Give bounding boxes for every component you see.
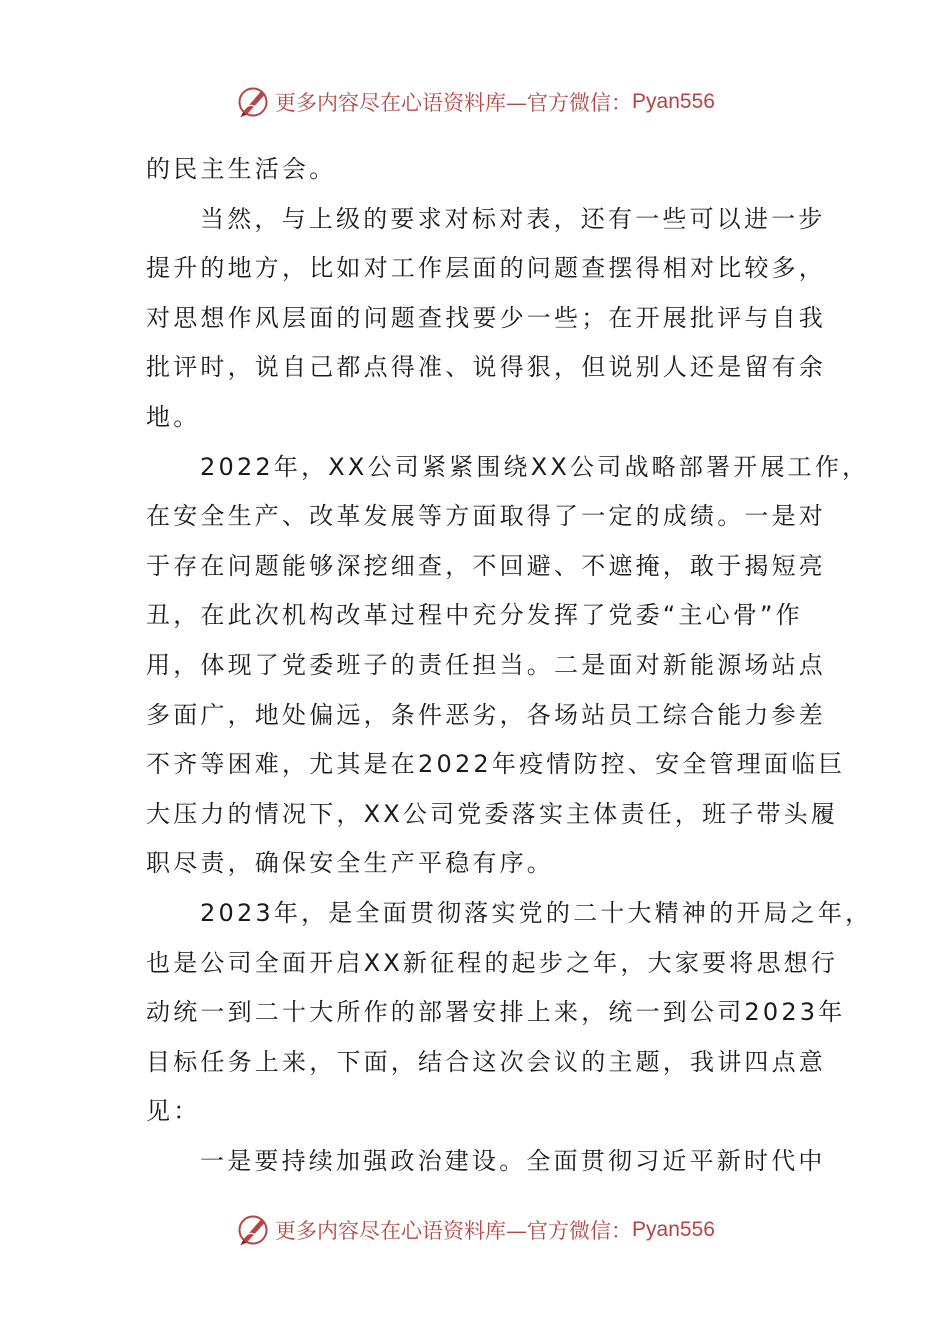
pen-logo-icon xyxy=(235,84,271,120)
text-line: 地。 xyxy=(146,402,201,431)
text-line: 用，体现了党委班子的责任担当。二是面对新能源场站点 xyxy=(146,650,826,679)
banner-wechat-id: Pyan556 xyxy=(632,90,715,113)
text-line: 多面广，地处偏远，条件恶劣，各场站员工综合能力参差 xyxy=(146,700,826,729)
text-line: 丑，在此次机构改革过程中充分发挥了党委“主心骨”作 xyxy=(146,601,803,630)
text-line: 见： xyxy=(146,1097,201,1126)
pen-logo-icon xyxy=(235,1212,271,1248)
text-line: 大压力的情况下，XX公司党委落实主体责任，班子带头履 xyxy=(146,799,839,828)
text-line: 批评时，说自己都点得准、说得狠，但说别人还是留有余 xyxy=(146,353,826,382)
banner-text: 更多内容尽在心语资料库—官方微信： xyxy=(275,1219,633,1243)
text-line: 在安全生产、改革发展等方面取得了一定的成绩。一是对 xyxy=(146,502,826,531)
text-line: 也是公司全面开启XX新征程的起步之年，大家要将思想行 xyxy=(146,948,839,977)
text-line: 提升的地方，比如对工作层面的问题查摆得相对比较多， xyxy=(146,254,826,283)
text-line: 不齐等困难，尤其是在2022年疫情防控、安全管理面临巨 xyxy=(146,750,846,779)
header-banner xyxy=(0,80,950,124)
text-line: 当然，与上级的要求对标对表，还有一些可以进一步 xyxy=(200,204,826,233)
banner-text: 更多内容尽在心语资料库—官方微信： xyxy=(275,91,633,115)
text-line: 目标任务上来，下面，结合这次会议的主题，我讲四点意 xyxy=(146,1047,826,1076)
document-body xyxy=(146,145,873,1186)
text-line: 一是要持续加强政治建设。全面贯彻习近平新时代中 xyxy=(200,1146,826,1175)
text-line: 2022年，XX公司紧紧围绕XX公司战略部署开展工作， xyxy=(200,452,870,481)
text-line: 职尽责，确保安全生产平稳有序。 xyxy=(146,849,554,878)
footer-banner xyxy=(0,1208,950,1252)
text-line: 于存在问题能够深挖细查，不回避、不遮掩，敢于揭短亮 xyxy=(146,551,826,580)
text-line: 的民主生活会。 xyxy=(146,155,337,183)
text-line: 2023年，是全面贯彻落实党的二十大精神的开局之年， xyxy=(200,898,873,927)
banner-wechat-id: Pyan556 xyxy=(632,1218,715,1241)
text-line: 动统一到二十大所作的部署安排上来，统一到公司2023年 xyxy=(146,998,846,1027)
text-line: 对思想作风层面的问题查找要少一些；在开展批评与自我 xyxy=(146,303,826,332)
